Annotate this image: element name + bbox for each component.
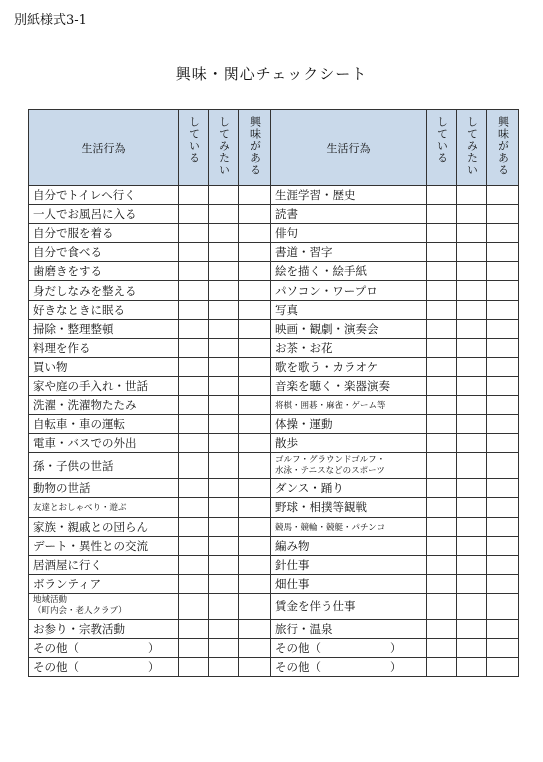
check-doing-right[interactable]	[427, 619, 457, 638]
check-want-left[interactable]	[209, 338, 239, 357]
check-want-left[interactable]	[209, 243, 239, 262]
activity-left: 自分で食べる	[29, 243, 179, 262]
check-interested-left[interactable]	[239, 638, 271, 657]
check-interested-right[interactable]	[487, 638, 519, 657]
form-id: 別紙様式3-1	[14, 13, 87, 28]
check-doing-left[interactable]	[179, 338, 209, 357]
table-row	[29, 338, 519, 357]
check-interested-right[interactable]	[487, 262, 519, 281]
table-row	[29, 396, 519, 415]
activity-right: 写真	[271, 300, 427, 319]
header-interested-right-label: 興味がある	[496, 116, 510, 176]
check-doing-left[interactable]	[179, 574, 209, 593]
check-interested-left[interactable]	[239, 357, 271, 376]
activity-right: 歌を歌う・カラオケ	[271, 357, 427, 376]
check-interested-left[interactable]	[239, 415, 271, 434]
check-want-right[interactable]	[457, 338, 487, 357]
header-interested-right	[487, 110, 519, 186]
check-doing-left[interactable]	[179, 498, 209, 517]
check-interested-right[interactable]	[487, 619, 519, 638]
check-want-left[interactable]	[209, 300, 239, 319]
check-doing-right[interactable]	[427, 658, 457, 677]
check-want-left[interactable]	[209, 357, 239, 376]
activity-right: 将棋・囲碁・麻雀・ゲーム等	[271, 396, 427, 415]
table-row	[29, 376, 519, 395]
activity-left: 自転車・車の運転	[29, 415, 179, 434]
activity-right: 音楽を聴く・楽器演奏	[271, 376, 427, 395]
check-doing-left[interactable]	[179, 434, 209, 453]
activity-left: 友達とおしゃべり・遊ぶ	[29, 498, 179, 517]
check-interested-right[interactable]	[487, 574, 519, 593]
check-want-right[interactable]	[457, 281, 487, 300]
activity-left: 自分でトイレへ行く	[29, 186, 179, 205]
activity-right: 賃金を伴う仕事	[271, 593, 427, 619]
activity-left: デート・異性との交流	[29, 536, 179, 555]
check-doing-left[interactable]	[179, 300, 209, 319]
check-doing-right[interactable]	[427, 517, 457, 536]
check-interested-left[interactable]	[239, 434, 271, 453]
table-row	[29, 658, 519, 677]
check-interested-left[interactable]	[239, 205, 271, 224]
header-doing-left	[179, 110, 209, 186]
check-interested-right[interactable]	[487, 205, 519, 224]
check-want-left[interactable]	[209, 281, 239, 300]
check-want-left[interactable]	[209, 658, 239, 677]
activity-right	[271, 453, 427, 479]
check-doing-left[interactable]	[179, 479, 209, 498]
check-doing-left[interactable]	[179, 658, 209, 677]
activity-right: 競馬・競輪・競艇・パチンコ	[271, 517, 427, 536]
activity-left: その他（ ）	[29, 638, 179, 657]
check-interested-right[interactable]	[487, 658, 519, 677]
check-interested-left[interactable]	[239, 338, 271, 357]
check-interested-right[interactable]	[487, 338, 519, 357]
check-want-right[interactable]	[457, 479, 487, 498]
header-interested-left-label: 興味がある	[248, 116, 262, 176]
check-want-left[interactable]	[209, 479, 239, 498]
check-interested-right[interactable]	[487, 224, 519, 243]
check-interested-right[interactable]	[487, 243, 519, 262]
activity-right: パソコン・ワープロ	[271, 281, 427, 300]
check-want-right[interactable]	[457, 453, 487, 479]
table-row	[29, 243, 519, 262]
table-row	[29, 479, 519, 498]
check-doing-right[interactable]	[427, 555, 457, 574]
check-want-right[interactable]	[457, 357, 487, 376]
check-want-left[interactable]	[209, 224, 239, 243]
header-doing-right-label: している	[435, 116, 449, 164]
interest-checklist-table	[28, 109, 519, 677]
check-want-right[interactable]	[457, 376, 487, 395]
check-interested-left[interactable]	[239, 453, 271, 479]
activity-left: 自分で服を着る	[29, 224, 179, 243]
activity-right: 映画・観劇・演奏会	[271, 319, 427, 338]
activity-right-line1: ゴルフ・グラウンドゴルフ・	[275, 454, 386, 465]
check-doing-left[interactable]	[179, 376, 209, 395]
check-interested-right[interactable]	[487, 453, 519, 479]
table-row	[29, 300, 519, 319]
header-doing-left-label: している	[187, 116, 201, 164]
check-interested-left[interactable]	[239, 300, 271, 319]
check-doing-right[interactable]	[427, 262, 457, 281]
check-interested-right[interactable]	[487, 396, 519, 415]
table-row	[29, 357, 519, 376]
check-want-left[interactable]	[209, 396, 239, 415]
check-want-left[interactable]	[209, 638, 239, 657]
check-want-right[interactable]	[457, 319, 487, 338]
check-want-left[interactable]	[209, 262, 239, 281]
check-interested-right[interactable]	[487, 517, 519, 536]
activity-right: 生涯学習・歴史	[271, 186, 427, 205]
check-interested-left[interactable]	[239, 376, 271, 395]
check-want-right[interactable]	[457, 434, 487, 453]
sheet-title: 興味・関心チェックシート	[175, 65, 368, 83]
check-want-left[interactable]	[209, 536, 239, 555]
header-want-left-label: してみたい	[217, 116, 231, 176]
check-interested-right[interactable]	[487, 498, 519, 517]
check-doing-left[interactable]	[179, 357, 209, 376]
check-interested-right[interactable]	[487, 479, 519, 498]
activity-right-line2: 水泳・テニスなどのスポーツ	[275, 465, 385, 476]
table-row	[29, 536, 519, 555]
check-interested-right[interactable]	[487, 300, 519, 319]
check-interested-right[interactable]	[487, 319, 519, 338]
checklist-body	[29, 186, 519, 677]
check-doing-left[interactable]	[179, 593, 209, 619]
check-interested-left[interactable]	[239, 593, 271, 619]
table-row	[29, 453, 519, 479]
activity-right: 体操・運動	[271, 415, 427, 434]
activity-right: 旅行・温泉	[271, 619, 427, 638]
activity-right: 絵を描く・絵手紙	[271, 262, 427, 281]
check-interested-left[interactable]	[239, 186, 271, 205]
check-doing-left[interactable]	[179, 205, 209, 224]
check-doing-right[interactable]	[427, 357, 457, 376]
check-doing-right[interactable]	[427, 453, 457, 479]
check-want-left[interactable]	[209, 453, 239, 479]
check-interested-left[interactable]	[239, 517, 271, 536]
check-interested-right[interactable]	[487, 434, 519, 453]
activity-left: 歯磨きをする	[29, 262, 179, 281]
check-interested-left[interactable]	[239, 555, 271, 574]
check-doing-left[interactable]	[179, 262, 209, 281]
activity-left: お参り・宗教活動	[29, 619, 179, 638]
check-doing-left[interactable]	[179, 638, 209, 657]
activity-left-line2: （町内会・老人クラブ）	[33, 606, 127, 617]
activity-right: 針仕事	[271, 555, 427, 574]
table-row	[29, 281, 519, 300]
check-want-right[interactable]	[457, 243, 487, 262]
header-activity-left: 生活行為	[29, 110, 179, 186]
check-interested-left[interactable]	[239, 262, 271, 281]
check-doing-right[interactable]	[427, 319, 457, 338]
activity-left: 好きなときに眠る	[29, 300, 179, 319]
activity-left: 身だしなみを整える	[29, 281, 179, 300]
activity-right: 読書	[271, 205, 427, 224]
activity-left: 洗濯・洗濯物たたみ	[29, 396, 179, 415]
check-doing-right[interactable]	[427, 281, 457, 300]
activity-left: 一人でお風呂に入る	[29, 205, 179, 224]
activity-right: その他（ ）	[271, 658, 427, 677]
activity-right: 俳句	[271, 224, 427, 243]
check-interested-left[interactable]	[239, 396, 271, 415]
check-interested-left[interactable]	[239, 574, 271, 593]
activity-left	[29, 593, 179, 619]
check-want-left[interactable]	[209, 434, 239, 453]
check-interested-left[interactable]	[239, 319, 271, 338]
activity-left: 家や庭の手入れ・世話	[29, 376, 179, 395]
table-row	[29, 638, 519, 657]
table-row	[29, 434, 519, 453]
check-interested-left[interactable]	[239, 536, 271, 555]
header-doing-right	[427, 110, 457, 186]
check-doing-left[interactable]	[179, 555, 209, 574]
table-row	[29, 186, 519, 205]
check-want-right[interactable]	[457, 517, 487, 536]
check-want-left[interactable]	[209, 517, 239, 536]
check-doing-left[interactable]	[179, 517, 209, 536]
table-row	[29, 555, 519, 574]
activity-right: その他（ ）	[271, 638, 427, 657]
check-interested-right[interactable]	[487, 593, 519, 619]
activity-left: その他（ ）	[29, 658, 179, 677]
check-want-right[interactable]	[457, 593, 487, 619]
activity-right: 散歩	[271, 434, 427, 453]
check-doing-right[interactable]	[427, 498, 457, 517]
check-interested-left[interactable]	[239, 498, 271, 517]
check-interested-right[interactable]	[487, 376, 519, 395]
check-want-left[interactable]	[209, 498, 239, 517]
activity-left: 家族・親戚との団らん	[29, 517, 179, 536]
check-interested-right[interactable]	[487, 186, 519, 205]
header-interested-left	[239, 110, 271, 186]
check-want-left[interactable]	[209, 574, 239, 593]
check-want-right[interactable]	[457, 574, 487, 593]
table-row	[29, 593, 519, 619]
header-want-left	[209, 110, 239, 186]
check-interested-left[interactable]	[239, 281, 271, 300]
check-interested-left[interactable]	[239, 658, 271, 677]
activity-left: 掃除・整理整頓	[29, 319, 179, 338]
check-doing-right[interactable]	[427, 396, 457, 415]
check-want-right[interactable]	[457, 224, 487, 243]
activity-left: 電車・バスでの外出	[29, 434, 179, 453]
check-interested-right[interactable]	[487, 357, 519, 376]
check-want-left[interactable]	[209, 186, 239, 205]
check-interested-left[interactable]	[239, 479, 271, 498]
check-doing-right[interactable]	[427, 300, 457, 319]
check-want-right[interactable]	[457, 498, 487, 517]
table-row	[29, 415, 519, 434]
check-interested-left[interactable]	[239, 243, 271, 262]
check-doing-left[interactable]	[179, 536, 209, 555]
table-row	[29, 517, 519, 536]
check-want-left[interactable]	[209, 376, 239, 395]
activity-right: 書道・習字	[271, 243, 427, 262]
check-interested-left[interactable]	[239, 619, 271, 638]
check-want-right[interactable]	[457, 555, 487, 574]
check-doing-left[interactable]	[179, 396, 209, 415]
header-want-right-label: してみたい	[465, 116, 479, 176]
check-doing-right[interactable]	[427, 593, 457, 619]
check-want-right[interactable]	[457, 415, 487, 434]
check-want-left[interactable]	[209, 555, 239, 574]
check-doing-left[interactable]	[179, 186, 209, 205]
header-want-right	[457, 110, 487, 186]
check-interested-right[interactable]	[487, 281, 519, 300]
activity-left: 居酒屋に行く	[29, 555, 179, 574]
header-activity-right: 生活行為	[271, 110, 427, 186]
table-row	[29, 619, 519, 638]
check-want-left[interactable]	[209, 319, 239, 338]
check-want-right[interactable]	[457, 300, 487, 319]
check-doing-left[interactable]	[179, 415, 209, 434]
check-want-right[interactable]	[457, 638, 487, 657]
check-want-left[interactable]	[209, 593, 239, 619]
activity-left: 料理を作る	[29, 338, 179, 357]
check-doing-right[interactable]	[427, 479, 457, 498]
check-doing-right[interactable]	[427, 224, 457, 243]
check-doing-right[interactable]	[427, 536, 457, 555]
table-row	[29, 498, 519, 517]
check-doing-right[interactable]	[427, 574, 457, 593]
check-want-right[interactable]	[457, 536, 487, 555]
table-row	[29, 205, 519, 224]
activity-right: お茶・お花	[271, 338, 427, 357]
activity-left: 動物の世話	[29, 479, 179, 498]
check-doing-right[interactable]	[427, 243, 457, 262]
activity-right: 編み物	[271, 536, 427, 555]
check-doing-left[interactable]	[179, 224, 209, 243]
table-row	[29, 574, 519, 593]
check-want-right[interactable]	[457, 619, 487, 638]
check-doing-left[interactable]	[179, 281, 209, 300]
header-row	[29, 110, 519, 186]
check-want-right[interactable]	[457, 658, 487, 677]
check-doing-right[interactable]	[427, 434, 457, 453]
check-doing-left[interactable]	[179, 243, 209, 262]
check-want-left[interactable]	[209, 619, 239, 638]
check-want-right[interactable]	[457, 262, 487, 281]
check-interested-right[interactable]	[487, 536, 519, 555]
check-want-right[interactable]	[457, 186, 487, 205]
check-doing-right[interactable]	[427, 638, 457, 657]
check-doing-right[interactable]	[427, 415, 457, 434]
check-want-left[interactable]	[209, 415, 239, 434]
check-interested-right[interactable]	[487, 415, 519, 434]
check-doing-left[interactable]	[179, 319, 209, 338]
activity-left: 孫・子供の世話	[29, 453, 179, 479]
check-doing-right[interactable]	[427, 338, 457, 357]
check-want-right[interactable]	[457, 396, 487, 415]
check-doing-left[interactable]	[179, 453, 209, 479]
check-doing-right[interactable]	[427, 376, 457, 395]
check-doing-left[interactable]	[179, 619, 209, 638]
activity-left-line1: 地域活動	[33, 595, 68, 606]
activity-right: ダンス・踊り	[271, 479, 427, 498]
check-want-right[interactable]	[457, 205, 487, 224]
table-row	[29, 262, 519, 281]
table-row	[29, 224, 519, 243]
check-interested-right[interactable]	[487, 555, 519, 574]
check-doing-right[interactable]	[427, 186, 457, 205]
check-want-left[interactable]	[209, 205, 239, 224]
activity-right: 野球・相撲等観戦	[271, 498, 427, 517]
activity-left: ボランティア	[29, 574, 179, 593]
activity-right: 畑仕事	[271, 574, 427, 593]
check-doing-right[interactable]	[427, 205, 457, 224]
check-interested-left[interactable]	[239, 224, 271, 243]
table-row	[29, 319, 519, 338]
activity-left: 買い物	[29, 357, 179, 376]
